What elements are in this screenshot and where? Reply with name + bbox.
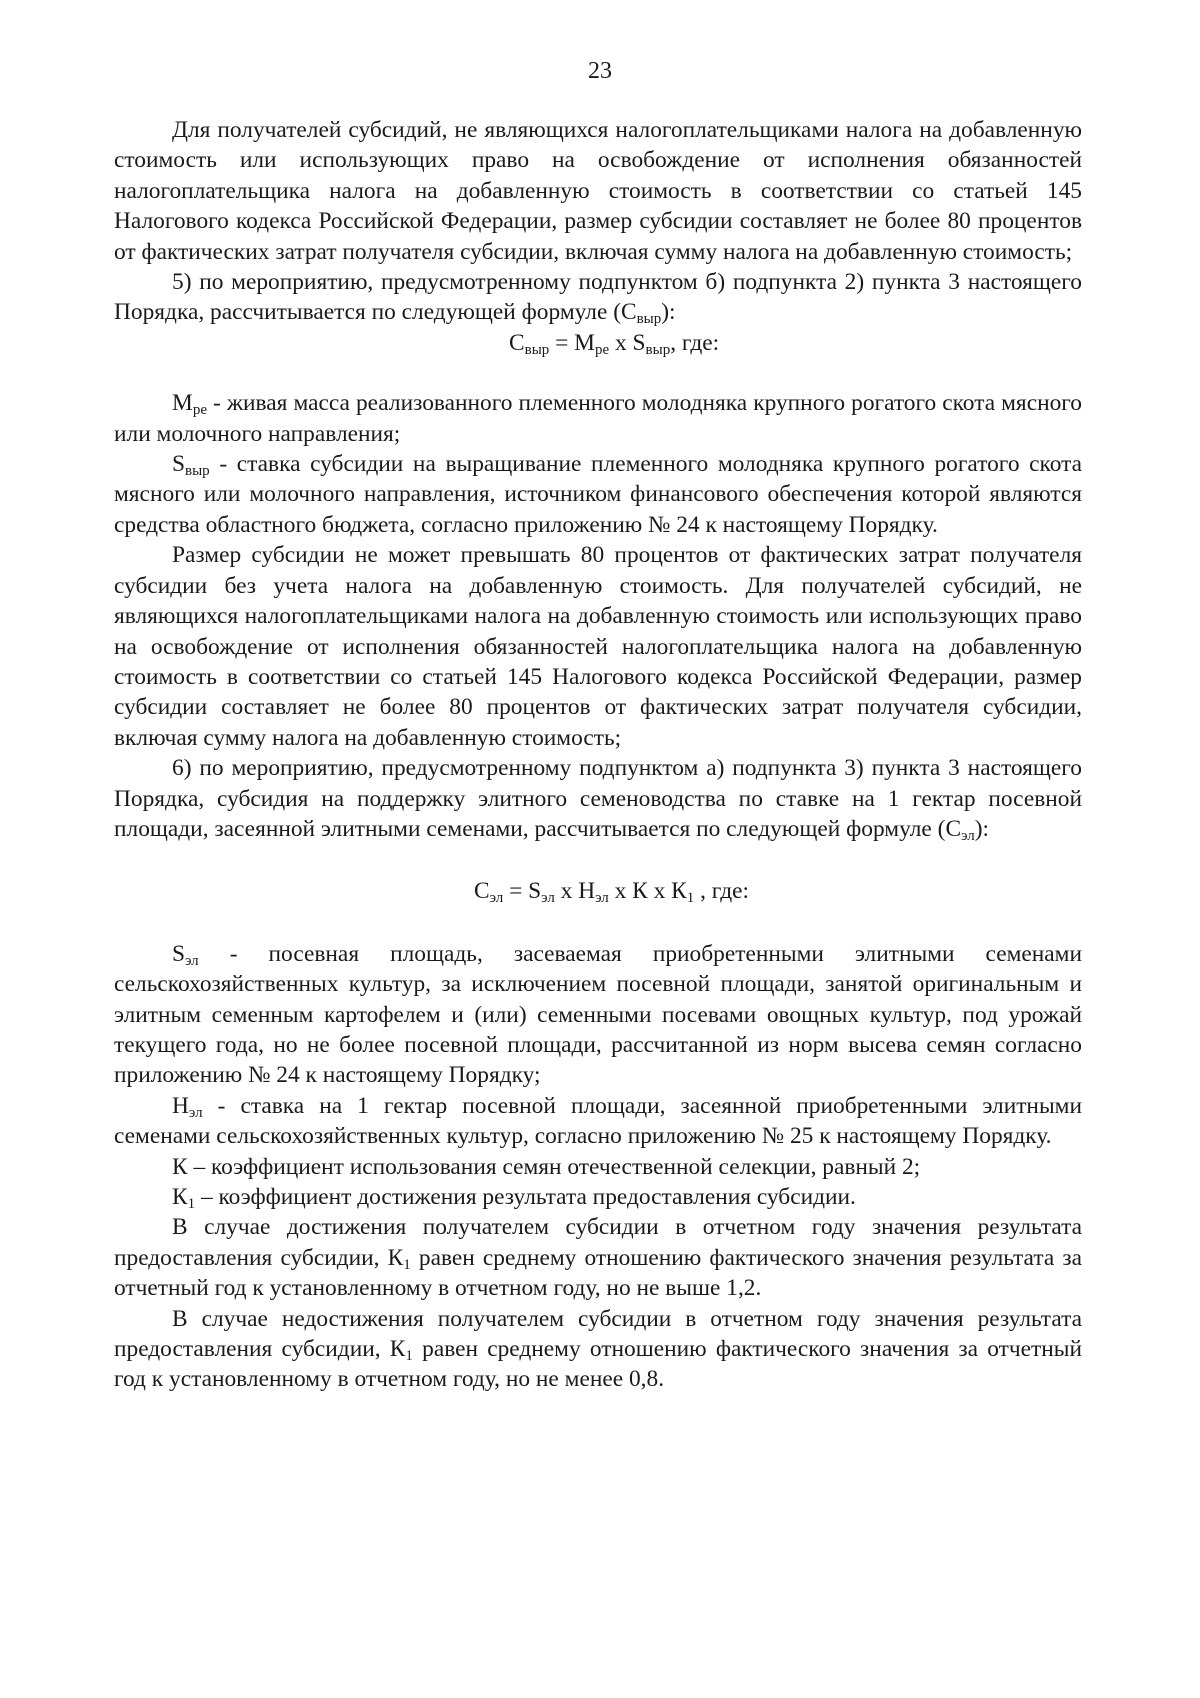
paragraph-result-not-achieved: В случае недостижения получателем субсидии в отчетном году значения результата предоставления субсидии, $К_1$ равен среднему отношению фактического значения за отчетный год к установленному в отчетном году, но не менее 0,8.: [114, 1305, 1082, 1393]
definition-mre: $М_{ре}$ - живая масса реализованного племенного молодняка крупного рогатого скота мясного или молочного направления;: [114, 390, 1082, 447]
formula-cel: $С_{эл} = S_{эл}$ x $Н_{эл}$ x К x $К_1$ , где:: [474, 878, 750, 907]
paragraph-item-6: 6) по мероприятию, предусмотренному подпунктом а) подпункта 3) пункта 3 настоящего Порядка, субсидия на поддержку элитного семеноводства по ставке на 1 гектар посевной площади, засеянной элитными семенами, рассчитывается по следующей формуле $(С_{эл})$:: [114, 755, 1082, 844]
page-number: 23: [588, 58, 612, 84]
formula-cvyr: $С_{выр} = М_{ре}$ x $S_{выр}$, где:: [509, 329, 720, 358]
paragraph-subsidy-limit: Размер субсидии не может превышать 80 процентов от фактических затрат получателя субсидии без учета налога на добавленную стоимость. Для получателей субсидий, не являющихся налогоплательщиками налога на добавленную стоимость или использующих право на освобождение от исполнения обязанностей налогоплательщика налога на добавленную стоимость в соответствии со статьей 145 Налогового кодекса Российской Федерации, размер субсидии составляет не более 80 процентов от фактических затрат получателя субсидии, включая сумму налога на добавленную стоимость;: [114, 542, 1082, 751]
definition-hel: $Н_{эл}$ - ставка на 1 гектар посевной площади, засеянной приобретенными элитными семенами сельскохозяйственных культур, согласно приложению № 25 к настоящему Порядку.: [114, 1092, 1082, 1150]
definition-k: К – коэффициент использования семян отечественной селекции, равный 2;: [172, 1153, 921, 1180]
definition-sel: $S_{эл}$ - посевная площадь, засеваемая приобретенными элитными семенами сельскохозяйственных культур, за исключением посевной площади, занятой оригинальным и элитным семенным картофелем и (или) семенными посевами овощных культур, под урожай текущего года, но не более посевной площади, рассчитанной из норм высева семян согласно приложению № 24 к настоящему Порядку;: [114, 940, 1082, 1089]
paragraph-result-achieved: В случае достижения получателем субсидии в отчетном году значения результата предоставления субсидии, $К_1$ равен среднему отношению фактического значения результата за отчетный год к установленному в отчетном году, но не выше 1,2.: [114, 1214, 1082, 1302]
paragraph-vat-exempt-recipients: Для получателей субсидий, не являющихся налогоплательщиками налога на добавленную стоимость или использующих право на освобождение от исполнения обязанностей налогоплательщика налога на добавленную стоимость в соответствии со статьей 145 Налогового кодекса Российской Федерации, размер субсидии составляет не более 80 процентов от фактических затрат получателя субсидии, включая сумму налога на добавленную стоимость;: [114, 117, 1082, 265]
document-body: [114, 115, 1082, 1395]
paragraph-item-5: 5) по мероприятию, предусмотренному подпунктом б) подпункта 2) пункта 3 настоящего Порядка, рассчитывается по следующей формуле $(С_{выр})$:: [114, 269, 1082, 328]
definition-svyr: $S_{выр}$ - ставка субсидии на выращивание племенного молодняка крупного рогатого скота мясного или молочного направления, источником финансового обеспечения которой являются средства областного бюджета, согласно приложению № 24 к настоящему Порядку.: [114, 451, 1082, 538]
definition-k1: $К_1$ – коэффициент достижения результата предоставления субсидии.: [172, 1184, 856, 1212]
